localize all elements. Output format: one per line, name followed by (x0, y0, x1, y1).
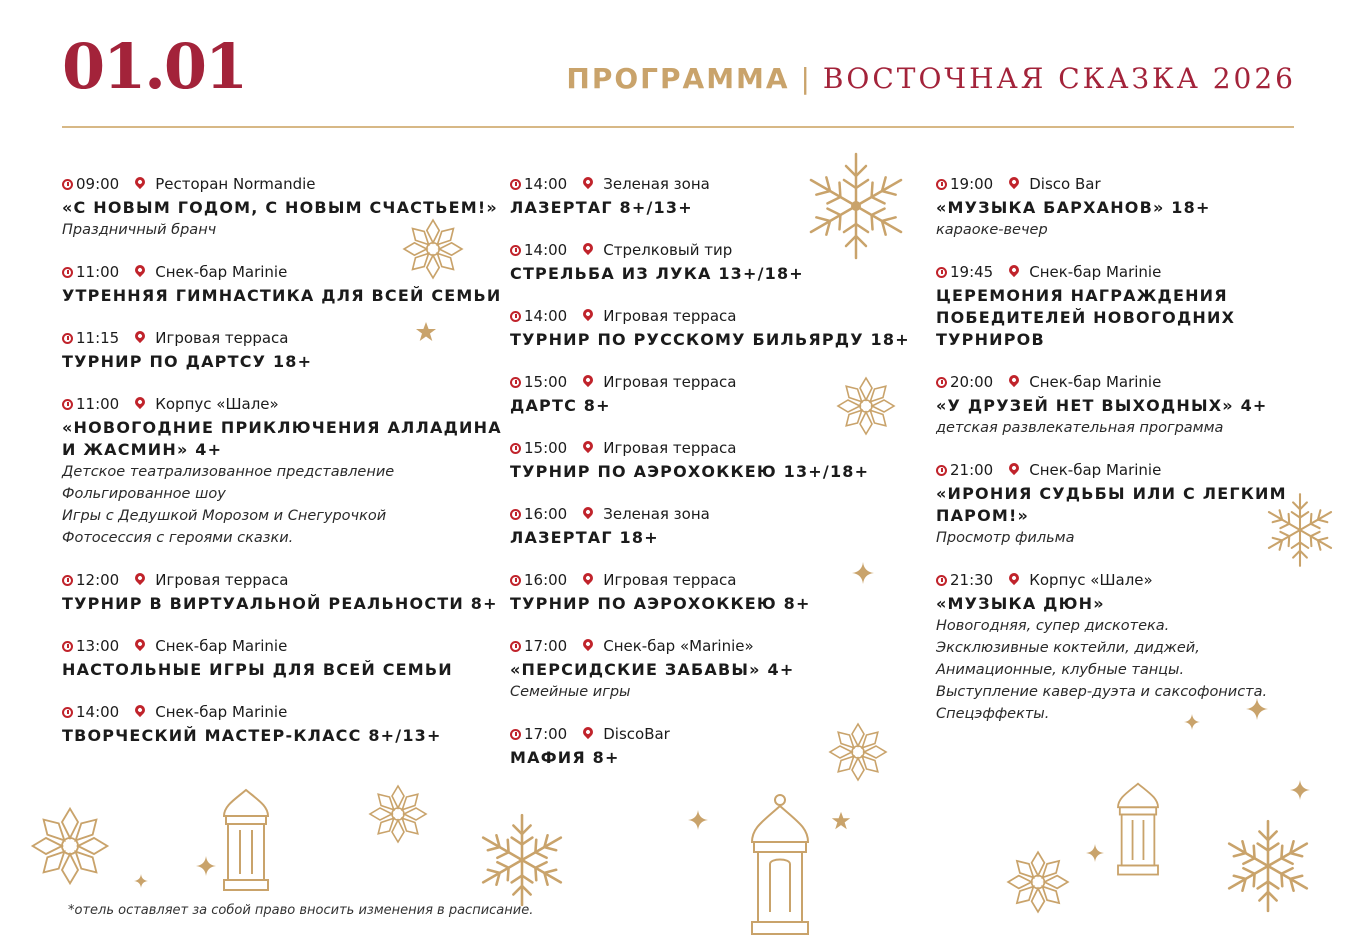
event-location: Снек-бар Marinie (155, 263, 288, 281)
location-pin-icon (133, 263, 147, 277)
event-description: Детское театрализованное представление (62, 464, 395, 480)
event-meta (510, 373, 930, 391)
lantern-icon (1108, 780, 1168, 880)
lantern-icon (216, 786, 276, 896)
schedule-event (62, 329, 502, 373)
program-name: ВОСТОЧНАЯ СКАЗКА 2026 (822, 62, 1296, 95)
disclaimer-note: *отель оставляет за собой право вносить изменения в расписание. (68, 903, 534, 918)
event-meta (62, 175, 502, 193)
clock-icon (62, 179, 73, 190)
location-pin-icon (581, 241, 595, 255)
event-meta (62, 329, 502, 347)
event-location: Снек-бар Marinie (1029, 461, 1162, 479)
event-location: Снек-бар Marinie (155, 703, 288, 721)
schedule-event (510, 571, 930, 615)
event-description: детская развлекательная программа (936, 420, 1224, 436)
event-description: Эксклюзивные коктейли, диджей, (936, 640, 1200, 656)
schedule-event (510, 637, 930, 703)
event-location: Игровая терраса (603, 439, 737, 457)
title-separator: | (800, 62, 812, 95)
event-meta (62, 703, 502, 721)
clock-icon (510, 729, 521, 740)
event-location: Стрелковый тир (603, 241, 733, 259)
event-time: 11:00 (76, 263, 120, 281)
event-title: «МУЗЫКА БАРХАНОВ» 18+ (936, 198, 1211, 217)
event-time: 12:00 (76, 571, 120, 589)
location-pin-icon (1007, 373, 1021, 387)
location-pin-icon (1007, 571, 1021, 585)
clock-icon (510, 377, 521, 388)
schedule-event (510, 725, 930, 769)
location-pin-icon (581, 307, 595, 321)
event-location: Снек-бар Marinie (1029, 263, 1162, 281)
clock-icon (62, 399, 73, 410)
event-description: Фотосессия с героями сказки. (62, 530, 294, 546)
event-description: караоке-вечер (936, 222, 1048, 238)
event-time: 20:00 (950, 373, 994, 391)
event-title: ТВОРЧЕСКИЙ МАСТЕР-КЛАСС 8+/13+ (62, 726, 442, 745)
location-pin-icon (133, 637, 147, 651)
clock-icon (510, 245, 521, 256)
clock-icon (62, 575, 73, 586)
schedule-event (510, 241, 930, 285)
event-location: Зеленая зона (603, 505, 710, 523)
event-time: 19:45 (950, 263, 994, 281)
event-location: Корпус «Шале» (155, 395, 279, 413)
flower-ornament-icon (368, 784, 428, 844)
event-location: Игровая терраса (155, 571, 289, 589)
event-description: Фольгированное шоу (62, 486, 226, 502)
sparkle-icon (688, 810, 708, 830)
event-meta (936, 175, 1336, 193)
event-location: Игровая терраса (603, 373, 737, 391)
schedule-event (936, 263, 1336, 351)
clock-icon (510, 641, 521, 652)
location-pin-icon (581, 439, 595, 453)
event-location: Снек-бар Marinie (1029, 373, 1162, 391)
event-meta (510, 307, 930, 325)
schedule-column-1 (62, 175, 502, 747)
sparkle-icon (1086, 844, 1104, 862)
location-pin-icon (133, 395, 147, 409)
event-title: ДАРТС 8+ (510, 396, 611, 415)
schedule-event (936, 461, 1336, 549)
snowflake-icon (472, 810, 572, 910)
event-time: 15:00 (524, 439, 568, 457)
event-meta (936, 461, 1336, 479)
clock-icon (62, 707, 73, 718)
star-icon (830, 810, 852, 832)
event-location: Ресторан Normandie (155, 175, 316, 193)
location-pin-icon (581, 725, 595, 739)
schedule-event (62, 263, 502, 307)
clock-icon (510, 443, 521, 454)
sparkle-icon (196, 856, 216, 876)
event-description: Выступление кавер-дуэта и саксофониста. (936, 684, 1268, 700)
schedule-event (510, 373, 930, 417)
event-description: Новогодняя, супер дискотека. (936, 618, 1170, 634)
event-location: Снек-бар Marinie (155, 637, 288, 655)
location-pin-icon (133, 571, 147, 585)
event-meta (62, 395, 502, 413)
schedule-event (62, 637, 502, 681)
event-time: 11:15 (76, 329, 120, 347)
event-title: ЦЕРЕМОНИЯ НАГРАЖДЕНИЯ ПОБЕДИТЕЛЕЙ НОВОГОДНИХ ТУРНИРОВ (936, 286, 1236, 349)
clock-icon (62, 641, 73, 652)
schedule-event (510, 175, 930, 219)
clock-icon (936, 267, 947, 278)
event-title: МАФИЯ 8+ (510, 748, 620, 767)
event-description: Игры с Дедушкой Морозом и Снегурочкой (62, 508, 387, 524)
sparkle-icon (1290, 780, 1310, 800)
event-time: 14:00 (524, 241, 568, 259)
event-time: 15:00 (524, 373, 568, 391)
location-pin-icon (581, 505, 595, 519)
event-description: Анимационные, клубные танцы. (936, 662, 1185, 678)
event-time: 19:00 (950, 175, 994, 193)
clock-icon (510, 509, 521, 520)
event-time: 21:30 (950, 571, 994, 589)
location-pin-icon (1007, 461, 1021, 475)
date-heading: 01.01 (62, 30, 247, 103)
event-title: СТРЕЛЬБА ИЗ ЛУКА 13+/18+ (510, 264, 804, 283)
event-title: ТУРНИР ПО РУССКОМУ БИЛЬЯРДУ 18+ (510, 330, 910, 349)
event-time: 17:00 (524, 637, 568, 655)
event-meta (62, 263, 502, 281)
event-title: «У ДРУЗЕЙ НЕТ ВЫХОДНЫХ» 4+ (936, 396, 1268, 415)
schedule-column-2 (510, 175, 930, 769)
event-title: НАСТОЛЬНЫЕ ИГРЫ ДЛЯ ВСЕЙ СЕМЬИ (62, 660, 453, 679)
event-meta (510, 175, 930, 193)
location-pin-icon (133, 175, 147, 189)
event-title: «НОВОГОДНИЕ ПРИКЛЮЧЕНИЯ АЛЛАДИНА И ЖАСМИН» 4+ (62, 418, 502, 459)
event-meta (936, 373, 1336, 391)
event-title: ЛАЗЕРТАГ 8+/13+ (510, 198, 693, 217)
location-pin-icon (1007, 263, 1021, 277)
event-title: УТРЕННЯЯ ГИМНАСТИКА ДЛЯ ВСЕЙ СЕМЬИ (62, 286, 502, 305)
event-description: Просмотр фильма (936, 530, 1075, 546)
schedule-event (936, 373, 1336, 439)
event-meta (62, 637, 502, 655)
schedule-event (62, 175, 502, 241)
event-title: «ИРОНИЯ СУДЬБЫ ИЛИ С ЛЕГКИМ ПАРОМ!» (936, 484, 1287, 525)
event-time: 16:00 (524, 571, 568, 589)
clock-icon (510, 575, 521, 586)
schedule-event (510, 439, 930, 483)
schedule-event (62, 395, 502, 549)
event-time: 14:00 (524, 175, 568, 193)
event-time: 21:00 (950, 461, 994, 479)
event-location: Зеленая зона (603, 175, 710, 193)
clock-icon (510, 311, 521, 322)
event-meta (510, 439, 930, 457)
event-time: 13:00 (76, 637, 120, 655)
clock-icon (936, 575, 947, 586)
event-location: Игровая терраса (603, 571, 737, 589)
schedule-event (510, 505, 930, 549)
clock-icon (936, 377, 947, 388)
event-location: Игровая терраса (155, 329, 289, 347)
clock-icon (936, 179, 947, 190)
flower-ornament-icon (30, 806, 110, 886)
event-title: ТУРНИР В ВИРТУАЛЬНОЙ РЕАЛЬНОСТИ 8+ (62, 594, 498, 613)
event-description: Семейные игры (510, 684, 631, 700)
schedule-event (936, 571, 1336, 725)
sparkle-icon (134, 874, 148, 888)
flower-ornament-icon (1006, 850, 1070, 914)
location-pin-icon (581, 373, 595, 387)
event-meta (62, 571, 502, 589)
event-time: 09:00 (76, 175, 120, 193)
event-title: ТУРНИР ПО ДАРТСУ 18+ (62, 352, 313, 371)
clock-icon (62, 267, 73, 278)
event-location: Игровая терраса (603, 307, 737, 325)
location-pin-icon (133, 703, 147, 717)
clock-icon (62, 333, 73, 344)
clock-icon (510, 179, 521, 190)
schedule-event (62, 571, 502, 615)
location-pin-icon (1007, 175, 1021, 189)
snowflake-icon (1218, 816, 1318, 916)
event-location: DiscoBar (603, 725, 670, 743)
event-meta (510, 725, 930, 743)
program-title (566, 62, 1296, 95)
event-title: «С НОВЫМ ГОДОМ, С НОВЫМ СЧАСТЬЕМ!» (62, 198, 498, 217)
schedule-column-3 (936, 175, 1336, 725)
event-time: 16:00 (524, 505, 568, 523)
event-description: Праздничный бранч (62, 222, 217, 238)
program-label: ПРОГРАММА (566, 62, 790, 95)
location-pin-icon (581, 637, 595, 651)
clock-icon (936, 465, 947, 476)
event-meta (510, 571, 930, 589)
event-location: Disco Bar (1029, 175, 1101, 193)
event-meta (510, 241, 930, 259)
schedule-event (510, 307, 930, 351)
lantern-icon (740, 792, 820, 942)
event-meta (510, 637, 930, 655)
event-description: Спецэффекты. (936, 706, 1050, 722)
event-time: 11:00 (76, 395, 120, 413)
event-title: ЛАЗЕРТАГ 18+ (510, 528, 659, 547)
event-title: ТУРНИР ПО АЭРОХОККЕЮ 13+/18+ (510, 462, 870, 481)
event-time: 17:00 (524, 725, 568, 743)
event-title: «ПЕРСИДСКИЕ ЗАБАВЫ» 4+ (510, 660, 795, 679)
event-location: Корпус «Шале» (1029, 571, 1153, 589)
event-meta (936, 571, 1336, 589)
event-meta (936, 263, 1336, 281)
schedule-event (62, 703, 502, 747)
location-pin-icon (581, 571, 595, 585)
event-title: «МУЗЫКА ДЮН» (936, 594, 1105, 613)
location-pin-icon (133, 329, 147, 343)
header-divider (62, 126, 1294, 128)
event-location: Снек-бар «Marinie» (603, 637, 754, 655)
location-pin-icon (581, 175, 595, 189)
event-time: 14:00 (524, 307, 568, 325)
event-title: ТУРНИР ПО АЭРОХОККЕЮ 8+ (510, 594, 811, 613)
event-time: 14:00 (76, 703, 120, 721)
event-meta (510, 505, 930, 523)
schedule-event (936, 175, 1336, 241)
